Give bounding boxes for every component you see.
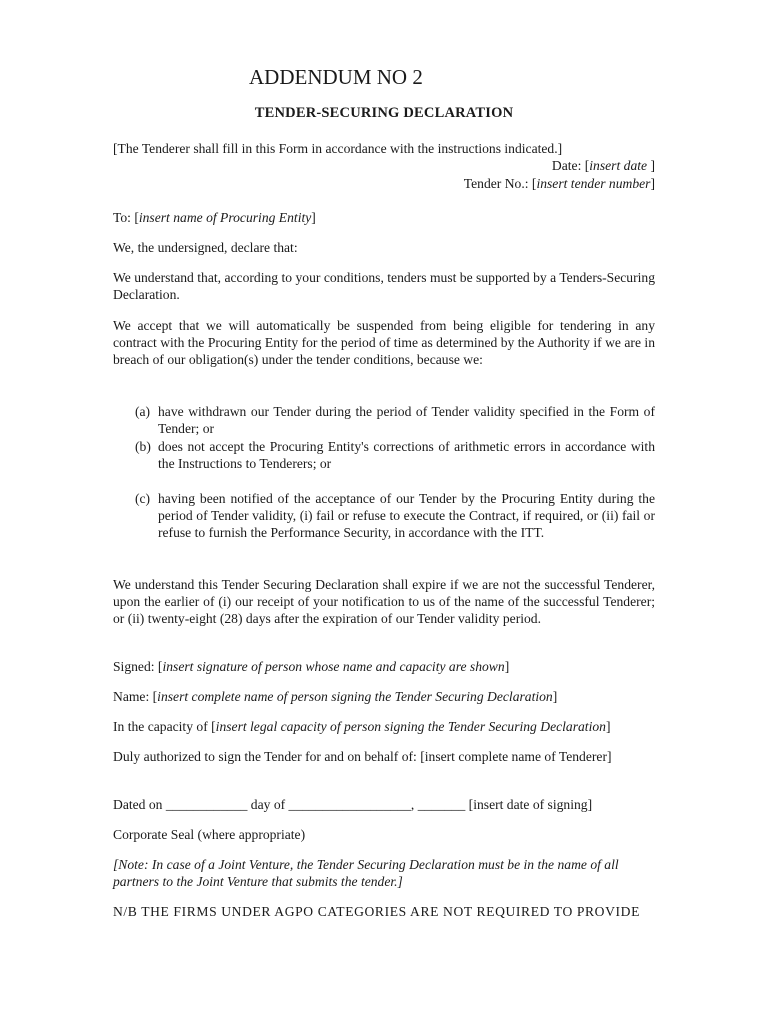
capacity-placeholder: insert legal capacity of person signing the Tender Securing Declaration [215,719,606,734]
name-line [113,688,655,705]
date-end: ] [647,158,655,173]
to-placeholder: insert name of Procuring Entity [138,210,312,225]
to-end: ] [311,210,316,225]
signed-placeholder: insert signature of person whose name and capacity are shown [162,659,505,674]
form-title: TENDER-SECURING DECLARATION [254,105,514,121]
list-text: have withdrawn our Tender during the period of Tender validity specified in the Form of Tender; or [158,404,655,436]
list-marker: (a) [135,404,151,419]
dated-line: Dated on ____________ day of __________________, _______ [insert date of signing] [113,797,593,812]
addendum-heading: ADDENDUM NO 2 [249,65,423,89]
capacity-label: In the capacity of [ [113,719,216,734]
declare-line: We, the undersigned, declare that: [113,240,298,255]
agpo-note: N/B THE FIRMS UNDER AGPO CATEGORIES ARE NOT REQUIRED TO PROVIDE [113,904,640,919]
name-label: Name: [ [113,689,158,704]
tender-number-line [113,175,655,192]
signed-line [113,658,655,675]
list-marker: (b) [135,439,151,454]
paragraph-expiry: We understand this Tender Securing Declaration shall expire if we are not the successful Tenderer, upon the earlier of (i) our receipt of your notification to us of the name of the successful Tenderer; or (ii) twenty-eight (28) days after the expiration of our Tender validity period. [113,577,655,626]
instruction-text: [The Tenderer shall fill in this Form in accordance with the instructions indicated.] [113,141,563,156]
authorized-line: Duly authorized to sign the Tender for and on behalf of: [insert complete name of Tenderer] [113,749,612,764]
tender-number-placeholder: insert tender number [536,176,651,191]
to-label: To: [ [113,210,139,225]
date-placeholder: insert date [589,158,648,173]
list-item [135,490,655,541]
joint-venture-note: [Note: In case of a Joint Venture, the Tender Securing Declaration must be in the name of all partners to the Joint Venture that submits the tender.] [113,857,619,889]
list-text: having been notified of the acceptance of our Tender by the Procuring Entity during the period of Tender validity, (i) fail or refuse to execute the Contract, if required, or (ii) fail or refuse to furnish the Performance Security, in accordance with the ITT. [158,491,655,540]
tender-number-end: ] [650,176,655,191]
list-item [135,403,655,437]
tender-number-label: Tender No.: [ [463,176,537,191]
signed-end: ] [504,659,510,674]
date-line [113,157,655,174]
list-text: does not accept the Procuring Entity's corrections of arithmetic errors in accordance with the Instructions to Tenderers; or [158,439,655,471]
name-end: ] [552,689,558,704]
capacity-line [113,718,655,735]
signed-label: Signed: [ [113,659,163,674]
list-marker: (c) [135,491,151,506]
paragraph-conditions: We understand that, according to your conditions, tenders must be supported by a Tenders-Securing Declaration. [113,270,655,302]
paragraph-suspension: We accept that we will automatically be suspended from being eligible for tendering in any contract with the Procuring Entity for the period of time as determined by the Authority if we are in breach of our obligation(s) under the tender conditions, because we: [113,318,655,367]
to-line [113,209,655,226]
list-item [135,438,655,472]
corporate-seal-line: Corporate Seal (where appropriate) [113,827,306,842]
name-placeholder: insert complete name of person signing the Tender Securing Declaration [157,689,553,704]
date-label: Date: [ [551,158,590,173]
capacity-end: ] [605,719,611,734]
